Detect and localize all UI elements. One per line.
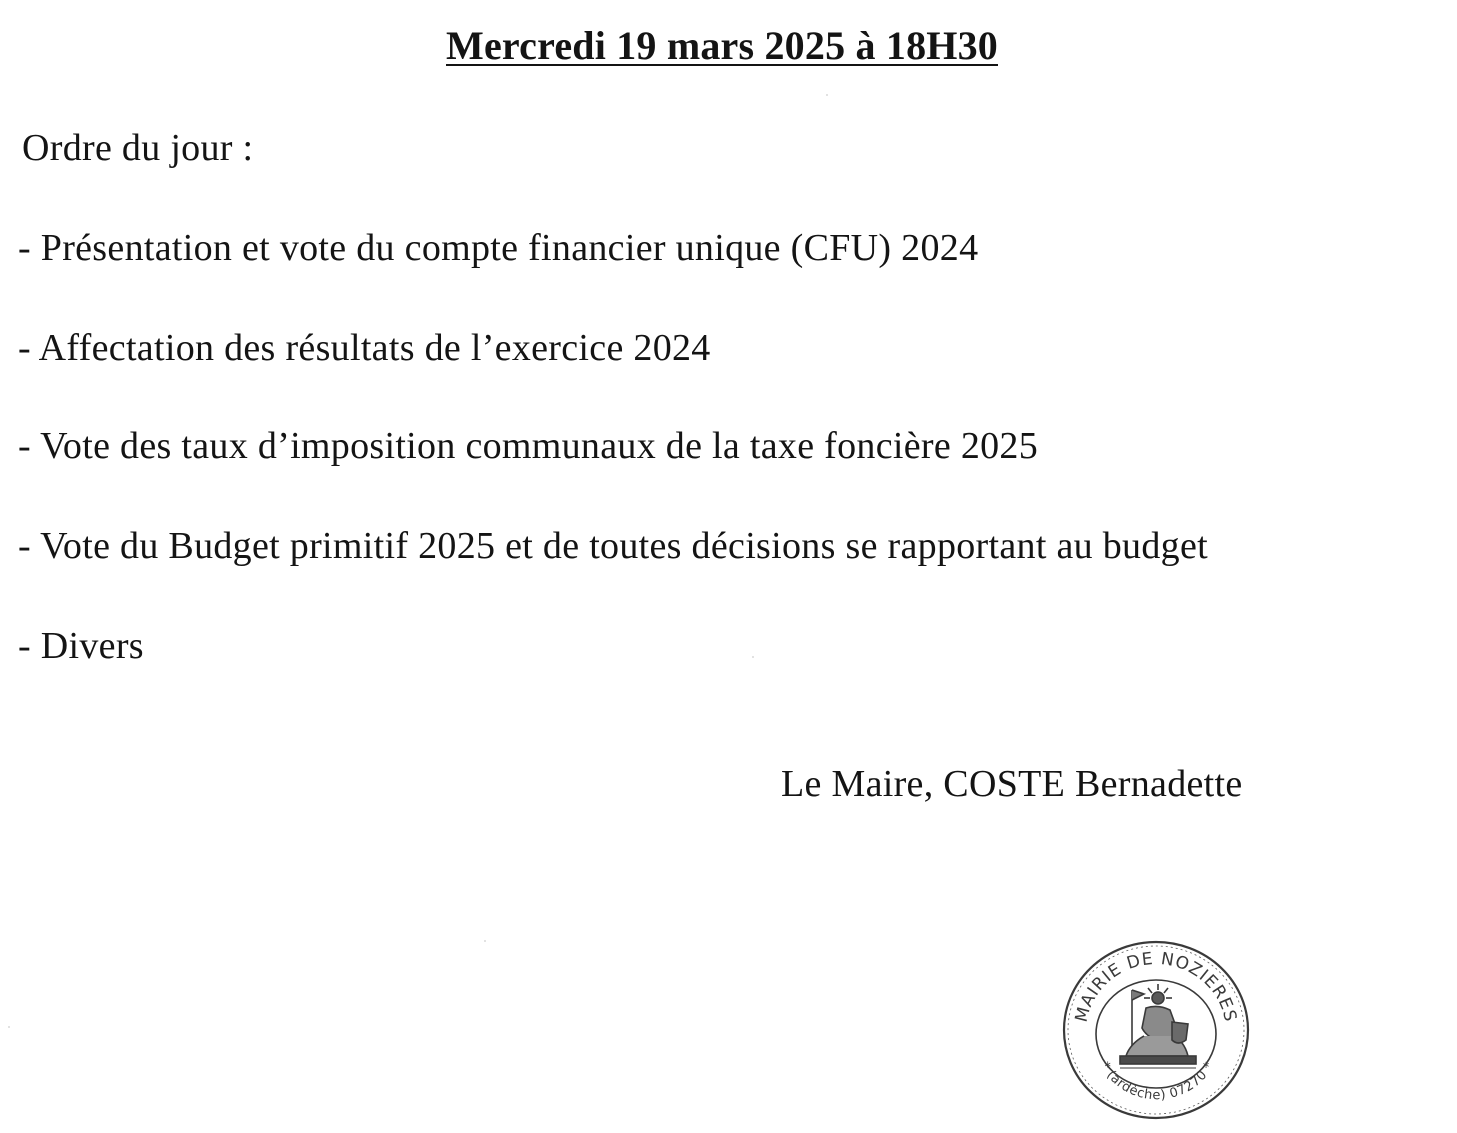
agenda-item-affectation: - Affectation des résultats de l’exercice 2024 [18, 327, 711, 369]
stamp-emblem-icon [1120, 984, 1196, 1068]
stamp-bottom-text: * (ardèche) 07270 * [1096, 1059, 1218, 1104]
agenda-item-budget: - Vote du Budget primitif 2025 et de toutes décisions se rapportant au budget [18, 525, 1208, 567]
agenda-item-divers: - Divers [18, 625, 144, 667]
scan-speck [8, 1026, 10, 1028]
agenda-heading: Ordre du jour : [22, 127, 254, 169]
scan-speck [484, 940, 486, 942]
mayor-signature-line: Le Maire, COSTE Bernadette [781, 763, 1243, 805]
agenda-item-cfu: - Présentation et vote du compte financier unique (CFU) 2024 [18, 227, 979, 269]
agenda-item-taux: - Vote des taux d’imposition communaux de la taxe foncière 2025 [18, 425, 1039, 467]
svg-text:* (ardèche) 07270 * [1097, 1060, 1217, 1104]
mairie-stamp [1060, 936, 1252, 1122]
scan-speck [826, 94, 828, 96]
stamp-top-text: MAIRIE DE NOZIERES [1071, 948, 1241, 1025]
meeting-date-title: Mercredi 19 mars 2025 à 18H30 [446, 23, 998, 68]
scan-speck [752, 656, 754, 658]
